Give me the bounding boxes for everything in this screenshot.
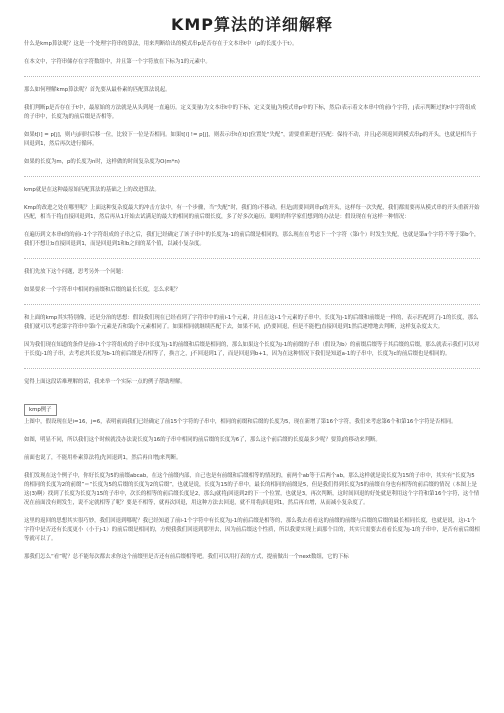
paragraph-condition: 因为我们现在知道的条件是前i-1个字符组成的子串中长度为j-1的前缀和后缀是相同的，那么如果这个长度为j-1的前缀的子串（假设为b）的前缀后缀等于其后缀的后缀，那么就表示我们可以对于长度j-1的子串，去考虑其长度为b-1的前后缀是否相等了，换言之，j不回退到1了，而是回退到b+1，因为在这种情况下我们是知道a-1的子串中，长度为c的前后缀也是相同的。 bbox=[24, 342, 480, 357]
paragraph-intro: 什么是kmp算法呢？这是一个处理字符串的算法，用来判断给出的模式串p是否存在于文本串t中（p的长度小于t）。 bbox=[24, 41, 298, 47]
paragraph-how-to-understand: 那么如何理解kmp算法呢？首先要从最朴素的匹配算法说起。 bbox=[24, 87, 171, 93]
paragraph-storage-note: 在本文中，字符串储存在字符数组中，并且第一个字符放在下标为1的元素中。 bbox=[24, 59, 211, 65]
page-title: KMP算法的详细解释 bbox=[170, 15, 334, 34]
paragraph-no-naive: 前面也说了，不能用朴素算法将j先回退到1，然后再自增j来判断。 bbox=[24, 455, 182, 461]
divider bbox=[24, 176, 480, 177]
paragraph-example-intro: 觉得上面这段话难理解的话，我来举一个实际一点的例子帮助理解。 bbox=[24, 379, 186, 385]
paragraph-complexity: 如果的长度为m，p的长度为n时，这样做的时间复杂度为O(m*n) bbox=[24, 159, 180, 165]
divider bbox=[24, 258, 480, 259]
paragraph-mismatch: 如果t[i] = p[j]，则i与j同时后移一位，比较下一位是否相同。如果t[i] != p[j]，则表示串t在t[i]位置处“失配”，需要重新进行匹配：保持不动，并且j必须返回到模式串p的开头，也就是相当于回退到1，然后再次进行循环。 bbox=[24, 132, 477, 147]
paragraph-question: 如果要求一个字符串中相同的前缀和后缀的最长长度，怎么求呢？ bbox=[24, 287, 181, 293]
paragraph-naive-method: 我们判断p是否存在于t中，最原始的方法就是从头到尾一直遍历。定义变量i为文本串t中的下标，定义变量j为模式串p中的下标，然后i表示着文本串中的前i个字符，j表示判断过的t中字符组成的子串中，长度为j的前后缀是否相等。 bbox=[24, 105, 476, 120]
paragraph-backtrack-idea: 这里的返回的思想其实很巧妙，我们回退到哪呢？我已经知道了前i-1个字符中有长度为j-1的前后缀是相等的，那么我去看看这的前缀的前缀与后缀的后缀的最长相同长度，也就是说，这i-1个字符中是否还有长度更小（小于j-1）的前后缀是相同的，方便我我们回退到那里去，因为前后缀这个性质，所以我要实现上面那个目的，其实只需要去看看长度为j-1的子串中，是否有前后缀相等就可以了。 bbox=[24, 518, 480, 542]
paragraph-another-question: 我们先放下这个问题，思考另外一个问题： bbox=[24, 269, 127, 275]
example-image-placeholder: kmp例子 bbox=[24, 404, 57, 416]
paragraph-next-array: 那我们怎么“看”呢？总不能每次都去求你这个前缀里是否还有前后缀相等吧。我们可以用打表的方式，提前做出一个next数组，它的下标 bbox=[24, 554, 349, 560]
paragraph-example-mismatch: 如图，明显不同，所以我们这个时候就没办法说长度为16的子串中相同的前后缀的长度为6了，那么这个前后缀的长度最多少呢？要算j的移动来判断。 bbox=[24, 437, 381, 443]
divider bbox=[24, 368, 480, 369]
divider bbox=[24, 76, 480, 77]
paragraph-example-state: 上图中，假设现在是i=16，j=6，表明前面我们已经确定了前15个字符的子串中，相同的前缀和后缀的长度为5，现在新增了第16个字符，我们来考虑第6个和第16个字符是否相同。 bbox=[24, 419, 457, 425]
paragraph-kmp-idea: Kmp的改进之处在哪里呢？上面这种复杂度最大的冲击方法中，有一个步骤，当“失配”时，我们的i不移动，但是j需要回到串p的开头，这样每一次失配，我们都需要再从模式串的开头重新开始匹配，相当于将j直接回退到1，然后再从1开始去试满足的最大的相同的前后缀长度，多了好多次遍历。聪明的科学家们想到的办法是：假设现在有这样一种情况： bbox=[24, 205, 480, 220]
divider bbox=[24, 304, 480, 305]
paragraph-scenario: 在遍历到文本串t的的前i-1个字符组成的子串之后，我们已经确定了该子串中的长度为j-1的前后缀是相同的，那么现在在考虑下一个字符（第i个）时发生失配，也就是第a个字符不等于第b个，我们不想让b直接回退到1，而是回退到1和b之间的某个值，以减小复杂度。 bbox=[24, 232, 480, 247]
paragraph-divide-conquer: 和上面的kmp其实特别像，还是分治的思想：假设我们现在已经看到了字符串中的前i-1个元素，并且在这i-1个元素的子串中，长度为j-1的后缀和前缀是一样的，表示匹配到了j-1的长度，那么我们就可以考虑第字符串中第i个元素是否和第j个元素相同了。如果相同就继续匹配下去，如果不同，j仍要回退，但是不能把j直接回退到1然后逐增地去判断，这样复杂度太大。 bbox=[24, 315, 479, 330]
paragraph-kmp-improvement: kmp就是在这种最原始匹配算法的基础之上的改进算法。 bbox=[24, 187, 160, 193]
paragraph-example-analysis: 我们发现在这个例子中，你好长度为5的前缀abcab，在这个前缀内部，自己也是有前缀和后缀相等的情况的，前两个ab等于后两个ab，那么这样就是说长度为15的子串中，其实有“长度为5的相同的长度为2的前缀”＝“长度为5的后缀的长度为2的后缀”，也就是说，长度为15的子串中，最长的相同的前缀是5，但是我们得到长度为5的前缀自身也有相等的前后缀的情况（本图上是这(3)啊）找到了长度为长度为15的子串中，次长的相等的前后缀长度是2，那么j就将j回退到2的下一个位置，也就是3，再次判断，这时间回退的好处就是利用这个字符和第16个字符，这个情况在前面没有则发生，说不定就相等了呢？要是不相等，就再次回退，用这种方法去回退，就不用将j回退到1，然后再自增，从而减小复杂度了。 bbox=[24, 473, 480, 506]
